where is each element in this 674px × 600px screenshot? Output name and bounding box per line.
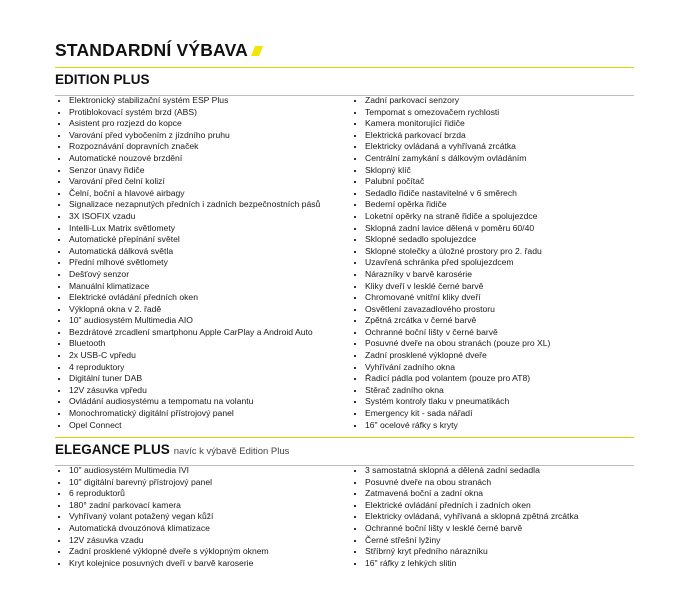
feature-item: 4 reproduktory	[55, 362, 345, 374]
feature-item: Posuvné dveře na obou stranách (pouze pro XL)	[351, 338, 634, 350]
feature-item: Monochromatický digitální přístrojový panel	[55, 408, 345, 420]
feature-item: Nárazníky v barvě karosérie	[351, 269, 634, 281]
feature-item: Výklopná okna v 2. řadě	[55, 304, 345, 316]
feature-item: 10" audiosystém Multimedia AIO	[55, 315, 345, 327]
feature-item: Automatické nouzové brzdění	[55, 153, 345, 165]
feature-item: 16" ráfky z lehkých slitin	[351, 558, 634, 570]
feature-item: Kamera monitorující řidiče	[351, 118, 634, 130]
feature-item: Signalizace nezapnutých předních i zadních bezpečnostních pásů	[55, 199, 345, 211]
feature-item: Řadicí pádla pod volantem (pouze pro AT8)	[351, 373, 634, 385]
feature-item: Elektrické ovládání předních oken	[55, 292, 345, 304]
feature-item: Elektrická parkovací brzda	[351, 130, 634, 142]
feature-item: Uzavřená schránka před spolujezdcem	[351, 257, 634, 269]
feature-item: Asistent pro rozjezd do kopce	[55, 118, 345, 130]
feature-item: Zadní parkovací senzory	[351, 95, 634, 107]
feature-item: Rozpoznávání dopravních značek	[55, 141, 345, 153]
feature-item: Kliky dveří v lesklé černé barvě	[351, 281, 634, 293]
feature-item: Ochranné boční lišty v černé barvě	[351, 327, 634, 339]
feature-item: Palubní počítač	[351, 176, 634, 188]
feature-item: Vyhřívaný volant potažený vegan kůží	[55, 511, 345, 523]
feature-item: Elektricky ovládaná, vyhřívaná a sklopná zpětná zrcátka	[351, 511, 634, 523]
feature-item: Automatická dálková světla	[55, 246, 345, 258]
feature-item: Senzor únavy řidiče	[55, 165, 345, 177]
feature-item: 10" digitální barevný přístrojový panel	[55, 477, 345, 489]
feature-item: Intelli-Lux Matrix světlomety	[55, 223, 345, 235]
feature-item: Automatická dvouzónová klimatizace	[55, 523, 345, 535]
feature-item: 6 reproduktorů	[55, 488, 345, 500]
feature-item: 12V zásuvka vzadu	[55, 535, 345, 547]
feature-list	[55, 465, 345, 569]
section-elegance-plus	[55, 437, 634, 568]
feature-item: Centrální zamykání s dálkovým ovládáním	[351, 153, 634, 165]
feature-list	[55, 95, 345, 431]
feature-item: Loketní opěrky na straně řidiče a spolujezdce	[351, 211, 634, 223]
feature-item: Ovládání audiosystému a tempomatu na volantu	[55, 396, 345, 408]
feature-list	[351, 95, 634, 431]
feature-column-left	[55, 465, 345, 569]
feature-item: Automatické přepínání světel	[55, 234, 345, 246]
feature-item: Chromované vnitřní kliky dveří	[351, 292, 634, 304]
feature-item: 16" ocelové ráfky s kryty	[351, 420, 634, 432]
feature-item: Černé střešní lyžiny	[351, 535, 634, 547]
feature-item: Sedadlo řidiče nastavitelné v 6 směrech	[351, 188, 634, 200]
feature-item: Sklopný klíč	[351, 165, 634, 177]
feature-item: Zpětná zrcátka v černé barvě	[351, 315, 634, 327]
feature-item: Sklopná zadní lavice dělená v poměru 60/40	[351, 223, 634, 235]
feature-item: Vyhřívání zadního okna	[351, 362, 634, 374]
feature-item: Stříbrný kryt předního nárazníku	[351, 546, 634, 558]
feature-item: Stěrač zadního okna	[351, 385, 634, 397]
feature-item: Manuální klimatizace	[55, 281, 345, 293]
feature-item: Varování před vybočením z jízdního pruhu	[55, 130, 345, 142]
feature-item: Bederní opěrka řidiče	[351, 199, 634, 211]
section-title	[55, 72, 150, 87]
page-title	[55, 40, 261, 61]
feature-item: 12V zásuvka vpředu	[55, 385, 345, 397]
feature-item: Kryt kolejnice posuvných dveří v barvě karoserie	[55, 558, 345, 570]
feature-item: Posuvné dveře na obou stranách	[351, 477, 634, 489]
feature-column-right	[351, 465, 634, 569]
section-title-text: EDITION PLUS	[55, 72, 150, 87]
section-title-text: ELEGANCE PLUS	[55, 442, 170, 457]
feature-item: 3X ISOFIX vzadu	[55, 211, 345, 223]
feature-item: Bezdrátové zrcadlení smartphonu Apple CarPlay a Android Auto	[55, 327, 345, 339]
section-title	[55, 442, 289, 457]
feature-item: Zadní prosklené výklopné dveře	[351, 350, 634, 362]
feature-item: 180° zadní parkovací kamera	[55, 500, 345, 512]
section-header	[55, 437, 634, 466]
feature-item: Emergency kit - sada nářadí	[351, 408, 634, 420]
feature-item: Protiblokovací systém brzd (ABS)	[55, 107, 345, 119]
feature-item: Zadní prosklené výklopné dveře s výklopným oknem	[55, 546, 345, 558]
feature-item: Digitální tuner DAB	[55, 373, 345, 385]
section-header	[55, 67, 634, 96]
feature-item: Tempomat s omezovačem rychlosti	[351, 107, 634, 119]
feature-item: Elektrické ovládání předních i zadních oken	[351, 500, 634, 512]
feature-item: Opel Connect	[55, 420, 345, 432]
feature-item: Přední mlhové světlomety	[55, 257, 345, 269]
feature-item: Dešťový senzor	[55, 269, 345, 281]
feature-item: Sklopné stolečky a úložné prostory pro 2. řadu	[351, 246, 634, 258]
feature-item: Čelní, boční a hlavové airbagy	[55, 188, 345, 200]
section-note: navíc k výbavě Edition Plus	[173, 446, 290, 457]
feature-item: 3 samostatná sklopná a dělená zadní sedadla	[351, 465, 634, 477]
feature-item: Osvětlení zavazadlového prostoru	[351, 304, 634, 316]
feature-list	[351, 465, 634, 569]
feature-item: Bluetooth	[55, 338, 345, 350]
feature-item: Ochranné boční lišty v lesklé černé barvě	[351, 523, 634, 535]
feature-item: Elektronický stabilizační systém ESP Plus	[55, 95, 345, 107]
feature-item: Varování před čelní kolizí	[55, 176, 345, 188]
page-title-text: STANDARDNÍ VÝBAVA	[55, 40, 248, 60]
title-accent-mark	[251, 46, 263, 56]
feature-item: Elektricky ovládaná a vyhřívaná zrcátka	[351, 141, 634, 153]
feature-item: 2x USB-C vpředu	[55, 350, 345, 362]
feature-column-right	[351, 95, 634, 431]
feature-item: Zatmavená boční a zadní okna	[351, 488, 634, 500]
feature-column-left	[55, 95, 345, 431]
feature-item: Systém kontroly tlaku v pneumatikách	[351, 396, 634, 408]
feature-item: Sklopné sedadlo spolujezdce	[351, 234, 634, 246]
feature-item: 10" audiosystém Multimedia IVI	[55, 465, 345, 477]
section-edition-plus	[55, 67, 634, 430]
